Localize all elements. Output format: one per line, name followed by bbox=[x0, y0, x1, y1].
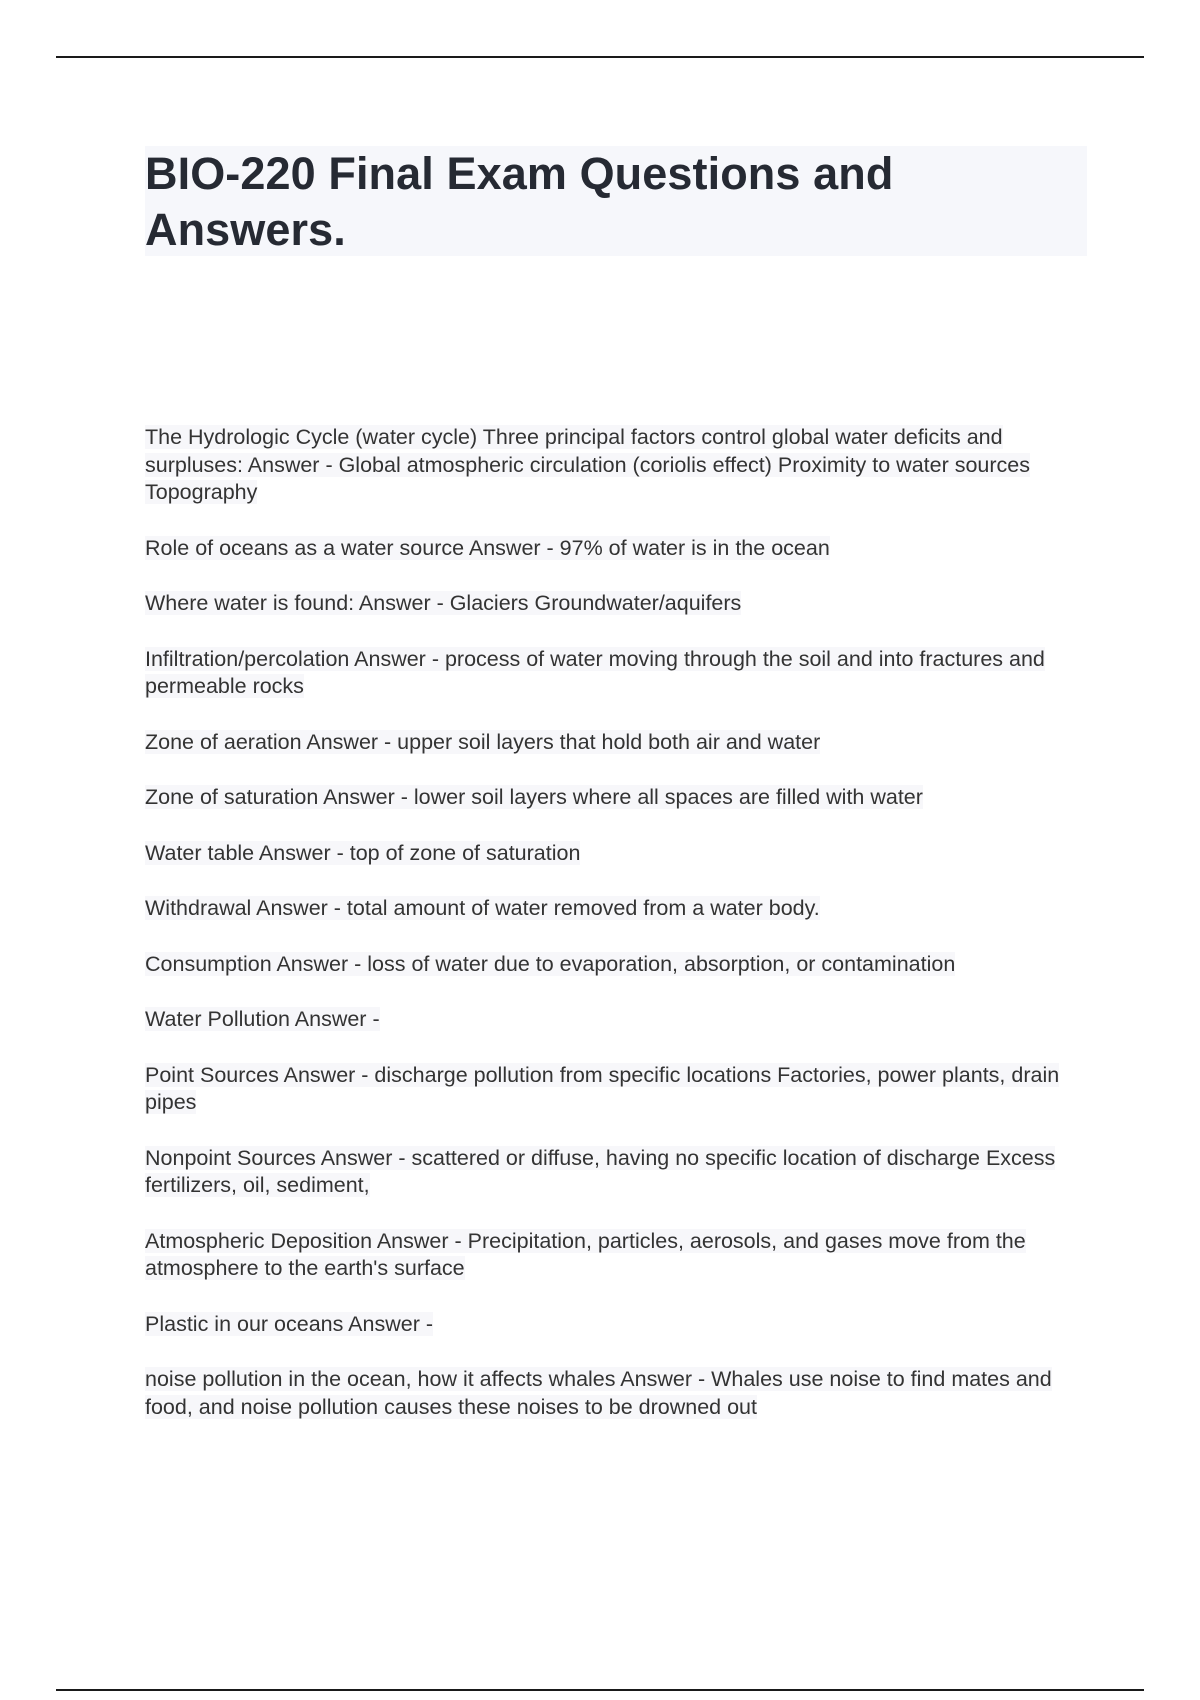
qa-item-zone-saturation bbox=[145, 784, 1090, 812]
qa-item-hydrologic-cycle bbox=[145, 424, 1090, 507]
qa-item-where-water-found bbox=[145, 590, 1090, 618]
qa-item-zone-aeration bbox=[145, 729, 1090, 757]
qa-text: Nonpoint Sources Answer - scattered or diffuse, having no specific location of discharge Excess fertilizers, oil, sediment, bbox=[145, 1145, 1056, 1197]
qa-item-water-pollution bbox=[145, 1006, 1090, 1034]
qa-text: The Hydrologic Cycle (water cycle) Three principal factors control global water deficits and surpluses: Answer - Global atmospheric circulation (coriolis effect) Proximity to water sources Topography bbox=[145, 425, 1031, 504]
qa-text: Infiltration/percolation Answer - process of water moving through the soil and into fractures and permeable rocks bbox=[145, 646, 1045, 698]
qa-text: Point Sources Answer - discharge pollution from specific locations Factories, power plants, drain pipes bbox=[145, 1062, 1060, 1114]
qa-item-noise-pollution bbox=[145, 1366, 1090, 1421]
qa-text: Water Pollution Answer - bbox=[145, 1007, 380, 1031]
qa-item-nonpoint-sources bbox=[145, 1145, 1090, 1200]
qa-text: Atmospheric Deposition Answer - Precipitation, particles, aerosols, and gases move from the atmosphere to the earth's surface bbox=[145, 1228, 1026, 1280]
qa-text: Zone of saturation Answer - lower soil layers where all spaces are filled with water bbox=[145, 785, 923, 809]
top-divider bbox=[56, 56, 1144, 58]
qa-list bbox=[145, 424, 1090, 1449]
qa-text: Consumption Answer - loss of water due to evaporation, absorption, or contamination bbox=[145, 951, 956, 976]
qa-item-withdrawal bbox=[145, 895, 1090, 923]
qa-item-infiltration bbox=[145, 646, 1090, 701]
bottom-divider bbox=[56, 1689, 1144, 1691]
qa-item-atmospheric-deposition bbox=[145, 1228, 1090, 1283]
document-title: BIO-220 Final Exam Questions and Answers. bbox=[145, 148, 894, 255]
qa-text: Zone of aeration Answer - upper soil layers that hold both air and water bbox=[145, 729, 821, 754]
qa-text: noise pollution in the ocean, how it affects whales Answer - Whales use noise to find mates and food, and noise pollution causes these noises to be drowned out bbox=[145, 1367, 1052, 1419]
qa-text: Where water is found: Answer - Glaciers Groundwater/aquifers bbox=[145, 591, 742, 615]
qa-text: Plastic in our oceans Answer - bbox=[145, 1311, 433, 1336]
title-block bbox=[145, 146, 1087, 256]
qa-text: Role of oceans as a water source Answer - 97% of water is in the ocean bbox=[145, 535, 830, 560]
qa-item-consumption bbox=[145, 951, 1090, 979]
qa-text: Withdrawal Answer - total amount of water removed from a water body. bbox=[145, 896, 820, 920]
qa-item-oceans-water-source bbox=[145, 535, 1090, 563]
qa-item-plastic-oceans bbox=[145, 1311, 1090, 1339]
qa-item-point-sources bbox=[145, 1062, 1090, 1117]
qa-text: Water table Answer - top of zone of saturation bbox=[145, 840, 581, 865]
qa-item-water-table bbox=[145, 840, 1090, 868]
